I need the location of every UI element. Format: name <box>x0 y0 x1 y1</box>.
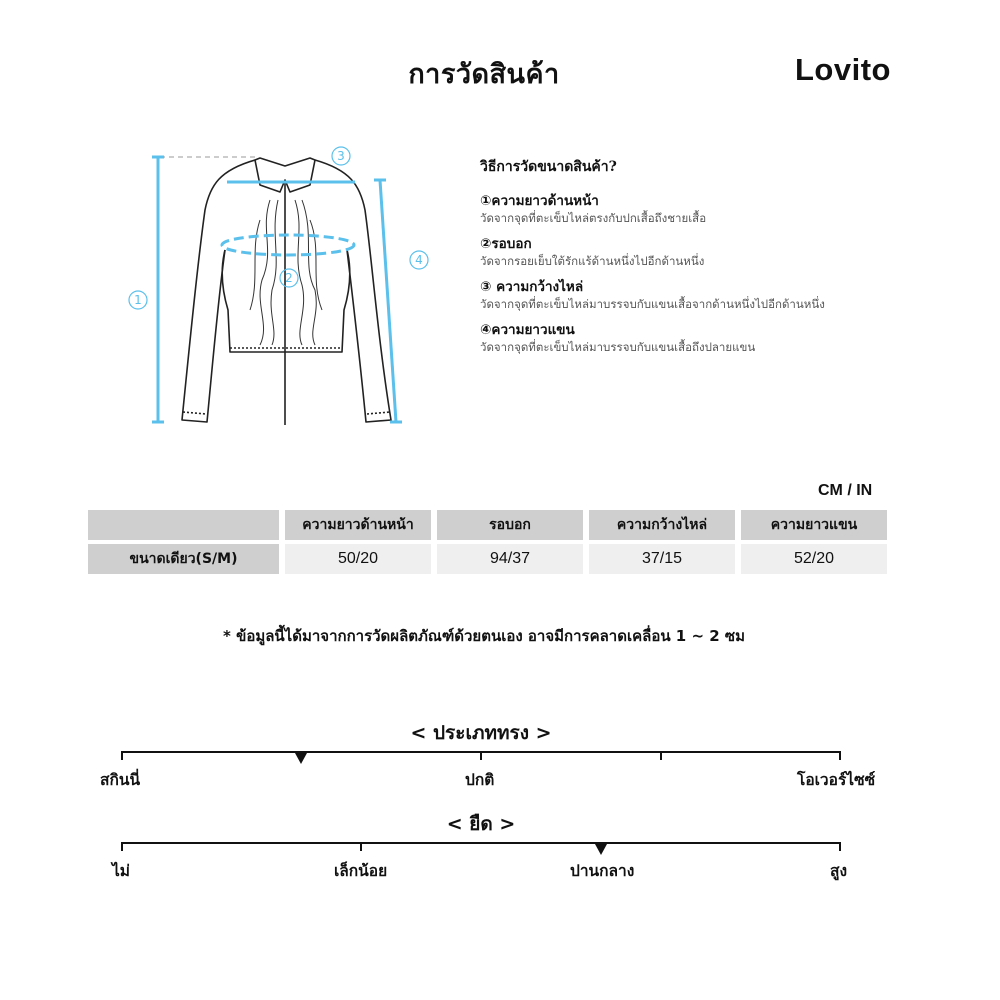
guide-item-desc: วัดจากจุดที่ตะเข็บไหล่ตรงกับปกเสื้อถึงชายเสื้อ <box>480 211 707 225</box>
stretch-scale-tick <box>360 842 362 851</box>
marker-3: 3 <box>337 149 345 163</box>
stretch-scale-line <box>121 842 841 844</box>
table-header-row <box>88 510 887 540</box>
fit-scale-marker <box>295 753 307 764</box>
guide-item-sleeve <box>480 321 920 356</box>
stretch-scale-tick <box>839 842 841 851</box>
marker-2: 2 <box>285 271 293 285</box>
size-label-cell: ขนาดเดียว(S/M) <box>88 544 279 574</box>
guide-item-shoulder <box>480 278 920 313</box>
guide-item-desc: วัดจากจุดที่ตะเข็บไหล่มาบรรจบกับแขนเสื้อถึงปลายแขน <box>480 340 756 354</box>
fit-label-skinny: สกินนี่ <box>100 771 141 789</box>
guide-heading: วิธีการวัดขนาดสินค้า? <box>480 159 617 175</box>
marker-1: 1 <box>134 293 142 307</box>
shirt-diagram <box>110 140 430 440</box>
stretch-scale-tick <box>121 842 123 851</box>
fit-scale-tick <box>480 751 482 760</box>
table-cell: 37/15 <box>589 544 735 574</box>
marker-4: 4 <box>415 253 423 267</box>
guide-item-bust <box>480 235 920 270</box>
fit-label-regular: ปกติ <box>465 771 495 789</box>
fit-scale-tick <box>660 751 662 760</box>
measurement-note: * ข้อมูลนี้ได้มาจากการวัดผลิตภัณฑ์ด้วยตนเอง อาจมีการคลาดเคลื่อน 1 ~ 2 ซม <box>223 627 745 645</box>
stretch-label-medium: ปานกลาง <box>570 862 635 880</box>
fit-scale-title: < ประเภททรง > <box>410 722 552 744</box>
table-row <box>88 544 887 574</box>
guide-item-title: ②รอบอก <box>480 236 532 252</box>
stretch-label-high: สูง <box>830 862 848 880</box>
fit-scale-tick <box>839 751 841 760</box>
page-title: การวัดสินค้า <box>408 59 560 90</box>
size-table <box>82 506 893 578</box>
guide-item-desc: วัดจากรอยเย็บใต้รักแร้ด้านหนึ่งไปอีกด้านหนึ่ง <box>480 254 705 268</box>
stretch-label-slight: เล็กน้อย <box>334 862 388 880</box>
guide-item-title: ③ ความกว้างไหล่ <box>480 279 584 295</box>
fit-scale-tick <box>121 751 123 760</box>
table-header-cell: ความยาวด้านหน้า <box>285 510 431 540</box>
guide-item-title: ①ความยาวด้านหน้า <box>480 193 599 209</box>
guide-item-front-length <box>480 192 920 227</box>
table-cell: 52/20 <box>741 544 887 574</box>
brand-logo: Lovito <box>795 52 891 87</box>
fit-label-oversize: โอเวอร์ไซซ์ <box>797 771 876 789</box>
guide-item-desc: วัดจากจุดที่ตะเข็บไหล่มาบรรจบกับแขนเสื้อจากด้านหนึ่งไปอีกด้านหนึ่ง <box>480 297 825 311</box>
unit-label: CM / IN <box>818 482 873 499</box>
table-cell: 94/37 <box>437 544 583 574</box>
measurement-guide <box>480 156 920 364</box>
table-header-cell: ความยาวแขน <box>741 510 887 540</box>
table-header-cell: ความกว้างไหล่ <box>589 510 735 540</box>
table-cell: 50/20 <box>285 544 431 574</box>
garment-figure <box>110 140 430 440</box>
stretch-scale-marker <box>595 844 607 855</box>
stretch-scale-title: < ยืด > <box>446 813 516 835</box>
table-header-cell <box>88 510 279 540</box>
stretch-label-none: ไม่ <box>112 862 131 880</box>
guide-item-title: ④ความยาวแขน <box>480 322 575 338</box>
table-header-cell: รอบอก <box>437 510 583 540</box>
